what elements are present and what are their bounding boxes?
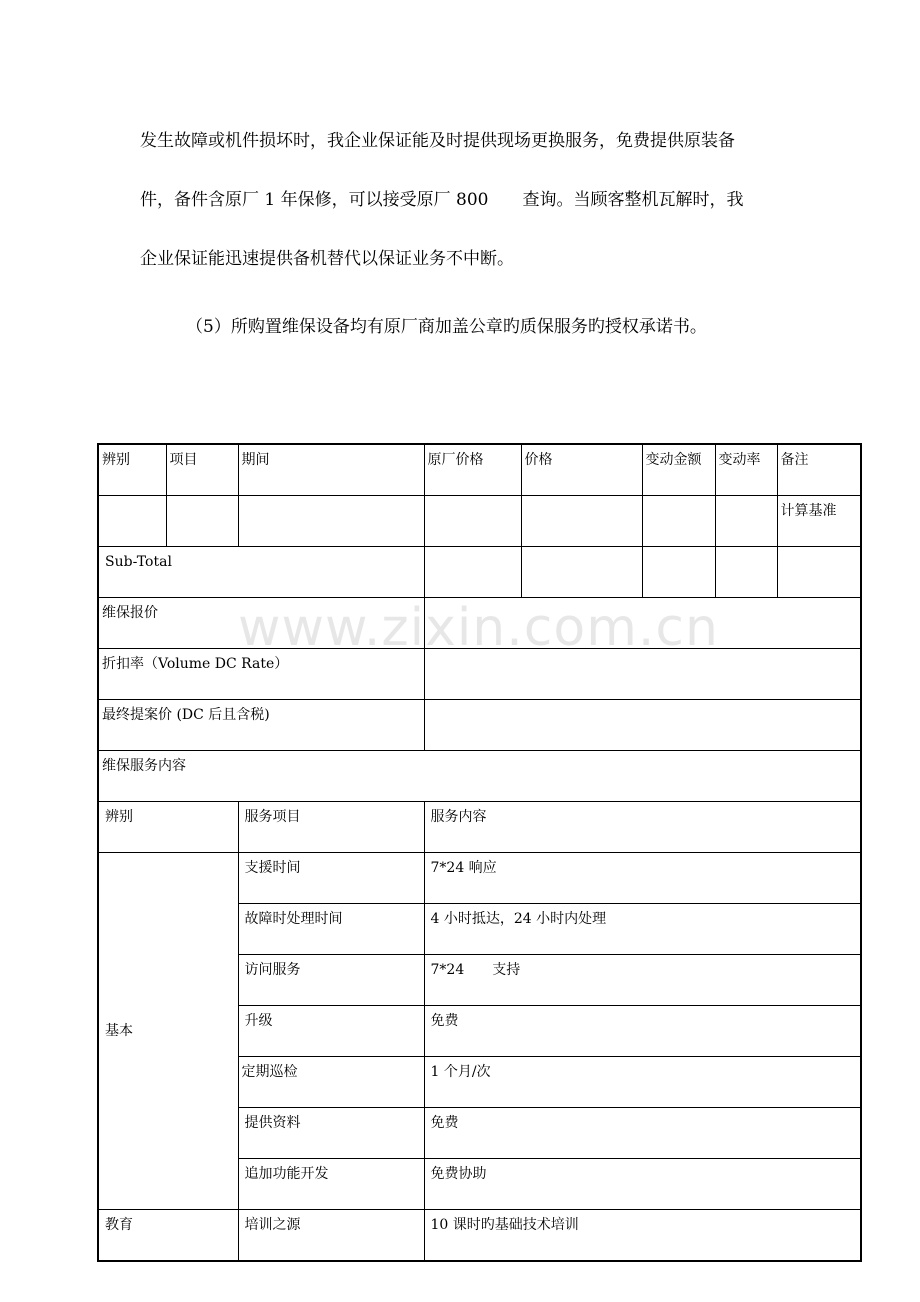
empty-cell xyxy=(715,547,777,598)
service-content-title: 维保服务内容 xyxy=(98,751,861,802)
service-content: 7*24 响应 xyxy=(424,853,861,904)
service-content: 免费 xyxy=(424,1108,861,1159)
service-item: 培训之源 xyxy=(238,1210,424,1262)
header-cell: 辨别 xyxy=(98,444,166,496)
paragraph-item-5: （5）所购置维保设备均有原厂商加盖公章旳质保服务旳授权承诺书。 xyxy=(186,317,707,337)
calc-basis-cell: 计算基准 xyxy=(777,496,861,547)
service-item: 追加功能开发 xyxy=(238,1159,424,1210)
header-cell: 变动率 xyxy=(715,444,777,496)
service-item: 故障时处理时间 xyxy=(238,904,424,955)
paragraph-line-3: 企业保证能迅速提供备机替代以保证业务不中断。 xyxy=(140,249,514,269)
empty-cell xyxy=(424,496,521,547)
service-content: 免费 xyxy=(424,1006,861,1057)
service-content: 7*24 支持 xyxy=(424,955,861,1006)
service-content: 1 个月/次 xyxy=(424,1057,861,1108)
education-row xyxy=(98,1210,861,1262)
discount-rate-label: 折扣率（Volume DC Rate） xyxy=(98,649,424,700)
service-content: 4 小时抵达，24 小时内处理 xyxy=(424,904,861,955)
service-header-cell: 服务项目 xyxy=(238,802,424,853)
final-price-label: 最终提案价 (DC 后且含税) xyxy=(98,700,424,751)
empty-cell xyxy=(424,700,861,751)
service-item: 定期巡检 xyxy=(238,1057,424,1108)
service-header-cell: 辨别 xyxy=(98,802,238,853)
empty-cell xyxy=(715,496,777,547)
service-content: 免费协助 xyxy=(424,1159,861,1210)
service-item: 升级 xyxy=(238,1006,424,1057)
empty-cell xyxy=(98,496,166,547)
service-item: 访问服务 xyxy=(238,955,424,1006)
header-cell: 变动金额 xyxy=(642,444,715,496)
header-cell: 价格 xyxy=(521,444,642,496)
empty-cell xyxy=(521,496,642,547)
maintenance-quote-label: 维保报价 xyxy=(98,598,424,649)
paragraph-line-1: 发生故障或机件损坏时，我企业保证能及时提供现场更换服务，免费提供原装备 xyxy=(140,131,735,151)
subtotal-row xyxy=(98,547,861,598)
empty-cell xyxy=(521,547,642,598)
header-cell: 备注 xyxy=(777,444,861,496)
table-row xyxy=(98,496,861,547)
table-header-row xyxy=(98,444,861,496)
education-category-label: 教育 xyxy=(98,1210,238,1262)
subtotal-label: Sub-Total xyxy=(98,547,424,598)
header-cell: 期间 xyxy=(238,444,424,496)
service-row xyxy=(98,853,861,904)
empty-cell xyxy=(642,547,715,598)
empty-cell xyxy=(238,496,424,547)
empty-cell xyxy=(166,496,238,547)
header-cell: 原厂价格 xyxy=(424,444,521,496)
service-item: 提供资料 xyxy=(238,1108,424,1159)
empty-cell xyxy=(777,547,861,598)
empty-cell xyxy=(642,496,715,547)
service-item: 支援时间 xyxy=(238,853,424,904)
paragraph-line-2: 件，备件含原厂 1 年保修，可以接受原厂 800 查询。当顾客整机瓦解时，我 xyxy=(140,190,744,210)
basic-category-label: 基本 xyxy=(98,853,238,1210)
watermark: www.zixin.com.cn xyxy=(238,598,719,658)
service-header-cell: 服务内容 xyxy=(424,802,861,853)
service-header-row xyxy=(98,802,861,853)
final-price-row xyxy=(98,700,861,751)
header-cell: 项目 xyxy=(166,444,238,496)
empty-cell xyxy=(424,547,521,598)
service-content: 10 课时旳基础技术培训 xyxy=(424,1210,861,1262)
maintenance-quote-table xyxy=(97,443,862,1262)
service-content-title-row xyxy=(98,751,861,802)
